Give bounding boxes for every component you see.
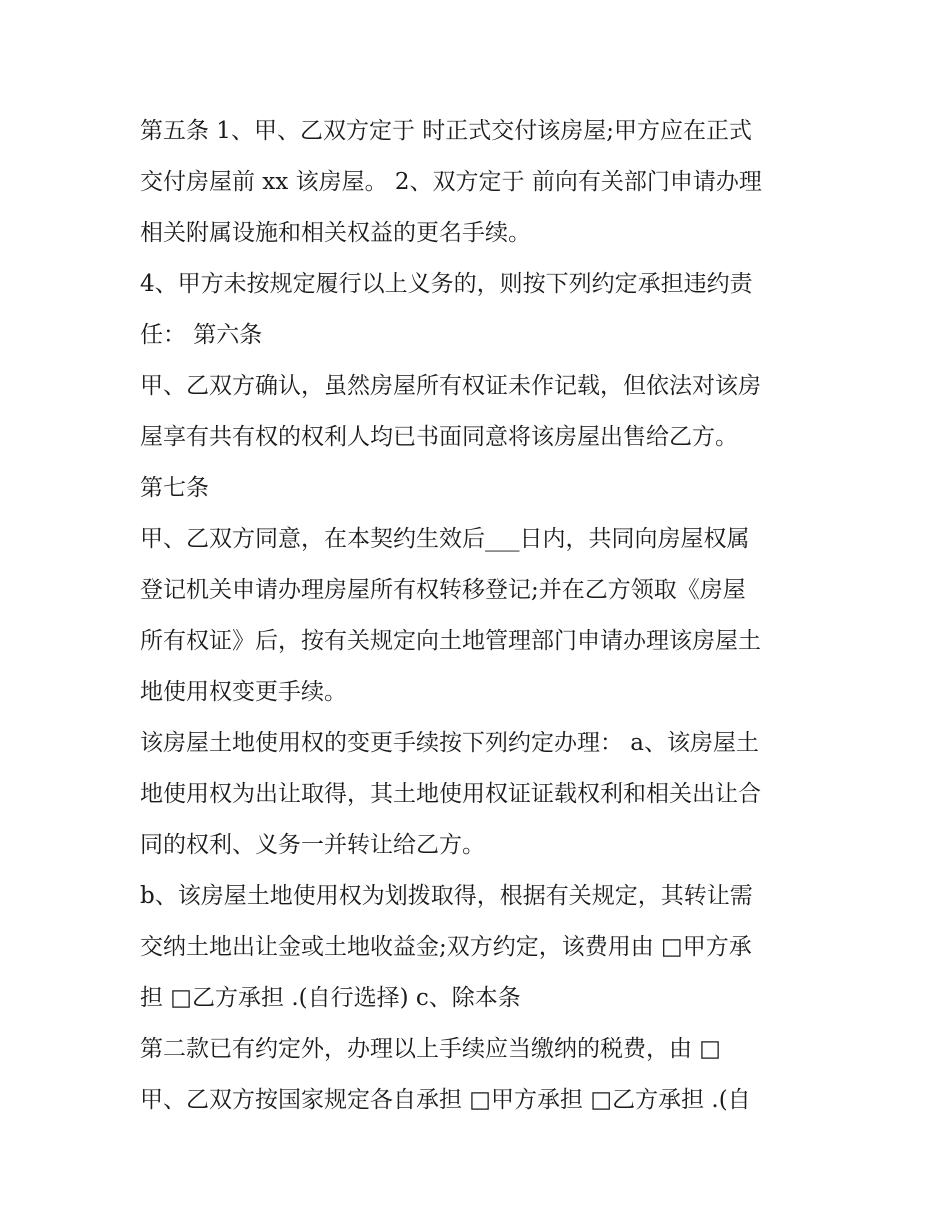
text-line: 甲、乙双方同意，在本契约生效后___日内，共同向房屋权属 — [140, 526, 750, 552]
text-line: b、该房屋土地使用权为划拨取得，根据有关规定，其转让需 — [140, 883, 753, 909]
text-line: 所有权证》后，按有关规定向土地管理部门申请办理该房屋土 — [140, 628, 761, 654]
text-line: 地使用权变更手续。 — [140, 679, 347, 705]
text-line: 交纳土地出让金或土地收益金;双方约定，该费用由 □甲方承 — [140, 934, 752, 960]
text-line: 屋享有共有权的权利人均已书面同意将该房屋出售给乙方。 — [140, 424, 738, 450]
text-line: 地使用权为出让取得，其土地使用权证证载权利和相关出让合 — [140, 781, 761, 807]
text-line: 任： 第六条 — [140, 322, 263, 348]
text-line: 第七条 — [140, 475, 209, 501]
text-line: 甲、乙双方确认，虽然房屋所有权证未作记载，但依法对该房 — [140, 373, 761, 399]
text-line: 第五条 1、甲、乙双方定于 时正式交付该房屋;甲方应在正式 — [140, 118, 753, 144]
text-line: 同的权利、义务一并转让给乙方。 — [140, 832, 485, 858]
text-line: 登记机关申请办理房屋所有权转移登记;并在乙方领取《房屋 — [140, 577, 746, 603]
text-line: 担 □乙方承担 .(自行选择) c、除本条 — [140, 985, 521, 1011]
contract-text — [140, 106, 830, 1126]
text-line: 第二款已有约定外，办理以上手续应当缴纳的税费，由 □ — [140, 1036, 722, 1062]
text-line: 4、甲方未按规定履行以上义务的，则按下列约定承担违约责 — [140, 271, 753, 297]
text-line: 相关附属设施和相关权益的更名手续。 — [140, 220, 531, 246]
text-line: 该房屋土地使用权的变更手续按下列约定办理： a、该房屋土 — [140, 730, 760, 756]
text-line: 甲、乙双方按国家规定各自承担 □甲方承担 □乙方承担 .(自 — [140, 1087, 751, 1113]
text-line: 交付房屋前 xx 该房屋。 2、双方定于 前向有关部门申请办理 — [140, 169, 762, 195]
